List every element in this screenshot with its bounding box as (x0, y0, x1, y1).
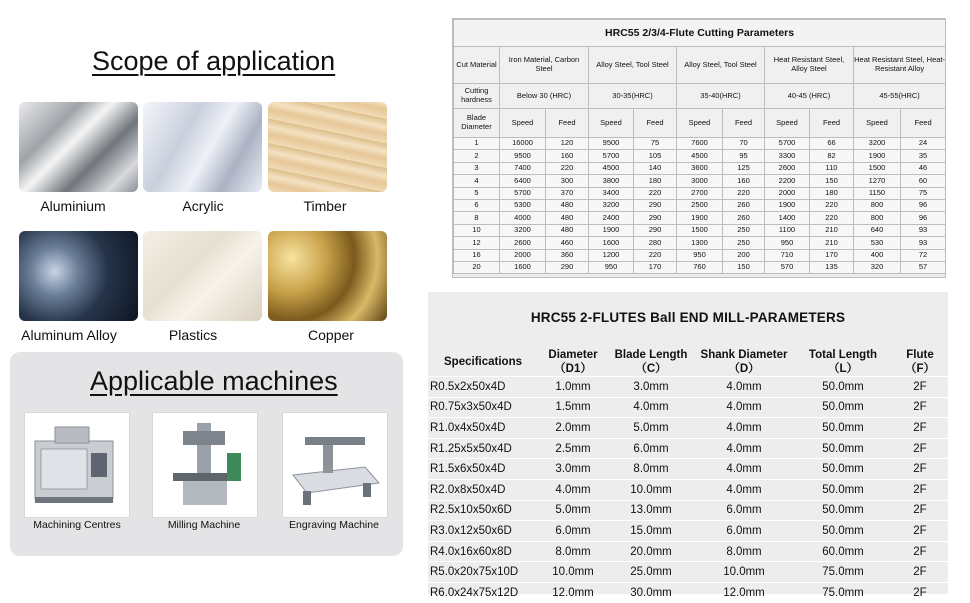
speed-cell: 6400 (500, 175, 546, 187)
specification-cell: R1.0x4x50x4D (428, 418, 538, 439)
total-length-cell: 75.0mm (794, 562, 892, 583)
feed-cell: 46 (901, 162, 946, 174)
speed-cell: 530 (854, 237, 901, 249)
speed-cell: 5300 (500, 199, 546, 211)
aluminium-caption: Aluminium (40, 198, 106, 214)
scope-title: Scope of application (92, 46, 336, 76)
speed-cell: 1900 (765, 199, 810, 211)
specification-cell: R2.0x8x50x4D (428, 479, 538, 500)
speed-cell: 2000 (765, 187, 810, 199)
speed-cell: 1150 (854, 187, 901, 199)
speed-cell: 1500 (854, 162, 901, 174)
diameter-cell: 10.0mm (538, 562, 608, 583)
speed-header: Speed (765, 109, 810, 138)
header-name: Specifications (444, 356, 522, 368)
speed-cell: 1100 (765, 224, 810, 236)
feed-cell: 280 (634, 237, 677, 249)
speed-header: Speed (500, 109, 546, 138)
speed-header: Speed (677, 109, 723, 138)
ball-table-row (428, 479, 948, 500)
feed-cell: 220 (723, 187, 765, 199)
specification-cell: R0.5x2x50x4D (428, 377, 538, 398)
ball-table-row (428, 562, 948, 583)
shank-diameter-cell: 8.0mm (694, 541, 794, 562)
blade-length-cell: 13.0mm (608, 500, 694, 521)
feed-header: Feed (546, 109, 589, 138)
feed-cell: 75 (634, 138, 677, 150)
feed-cell: 220 (634, 187, 677, 199)
speed-cell: 800 (854, 212, 901, 224)
speed-cell: 9500 (500, 150, 546, 162)
blade-length-cell: 4.0mm (608, 397, 694, 418)
feed-cell: 120 (546, 138, 589, 150)
feed-cell: 200 (723, 249, 765, 261)
feed-cell: 96 (901, 199, 946, 211)
feed-cell: 150 (810, 175, 854, 187)
milling-machine-caption: Milling Machine (167, 519, 241, 531)
machining-centre-image (24, 412, 130, 518)
feed-cell: 210 (810, 224, 854, 236)
ball-table-row (428, 459, 948, 480)
hardness-cell: 45-55(HRC) (854, 84, 946, 109)
total-length-cell: 50.0mm (794, 500, 892, 521)
speed-cell: 1270 (854, 175, 901, 187)
copper-image (268, 231, 387, 321)
speed-cell: 760 (677, 261, 723, 273)
feed-cell: 290 (634, 224, 677, 236)
feed-cell: 57 (901, 261, 946, 273)
header-sub: （F） (904, 363, 936, 375)
timber-image (268, 102, 387, 192)
speed-cell: 5700 (500, 187, 546, 199)
feed-cell: 150 (723, 261, 765, 273)
blade-length-cell: 3.0mm (608, 377, 694, 398)
total-length-cell: 75.0mm (794, 582, 892, 602)
flute-cell: 2F (892, 521, 948, 542)
feed-header: Feed (723, 109, 765, 138)
timber-caption: Timber (303, 198, 347, 214)
feed-cell: 35 (901, 150, 946, 162)
feed-cell: 300 (546, 175, 589, 187)
header-name: Blade Length (614, 349, 688, 361)
feed-cell: 290 (546, 261, 589, 273)
specification-cell: R1.5x6x50x4D (428, 459, 538, 480)
shank-diameter-cell: 6.0mm (694, 521, 794, 542)
feed-cell: 260 (723, 199, 765, 211)
feed-cell: 75 (901, 187, 946, 199)
flute-cell: 2F (892, 582, 948, 602)
feed-cell: 96 (901, 212, 946, 224)
ball-table-row (428, 521, 948, 542)
hardness-cell: 35-40(HRC) (677, 84, 765, 109)
material-cell: Alloy Steel, Tool Steel (589, 47, 677, 84)
diameter-cell: 1.0mm (538, 377, 608, 398)
header-name: Total Length (808, 349, 878, 361)
aluminum-alloy-caption: Aluminum Alloy (21, 327, 117, 343)
total-length-cell: 50.0mm (794, 438, 892, 459)
blade-length-cell: 15.0mm (608, 521, 694, 542)
shank-diameter-cell: 6.0mm (694, 500, 794, 521)
shank-diameter-cell: 10.0mm (694, 562, 794, 583)
cutting-table-row (454, 150, 946, 162)
cutting-table-row (454, 224, 946, 236)
material-cell: Alloy Steel, Tool Steel (677, 47, 765, 84)
diameter-cell: 2.0mm (538, 418, 608, 439)
header-total-length (794, 348, 892, 377)
speed-cell: 1200 (589, 249, 634, 261)
shank-diameter-cell: 4.0mm (694, 377, 794, 398)
speed-cell: 1500 (677, 224, 723, 236)
copper-caption: Copper (308, 327, 354, 343)
machines-panel (10, 352, 403, 556)
cutting-table-row (454, 261, 946, 273)
speed-cell: 570 (765, 261, 810, 273)
blade-diameter-cell: 8 (454, 212, 500, 224)
feed-cell: 180 (810, 187, 854, 199)
aluminium-image (19, 102, 138, 192)
speed-cell: 950 (765, 237, 810, 249)
diameter-cell: 4.0mm (538, 479, 608, 500)
cutting-hardness-label: Cutting hardness (454, 84, 500, 109)
shank-diameter-cell: 4.0mm (694, 418, 794, 439)
shank-diameter-cell: 4.0mm (694, 459, 794, 480)
feed-cell: 93 (901, 224, 946, 236)
speed-cell: 950 (677, 249, 723, 261)
specification-cell: R2.5x10x50x6D (428, 500, 538, 521)
speed-cell: 2000 (500, 249, 546, 261)
feed-cell: 170 (810, 249, 854, 261)
cut-material-label: Cut Material (454, 47, 500, 84)
total-length-cell: 50.0mm (794, 377, 892, 398)
header-sub: （L） (827, 363, 859, 375)
feed-cell: 135 (810, 261, 854, 273)
blade-length-cell: 25.0mm (608, 562, 694, 583)
machines-title: Applicable machines (90, 366, 338, 396)
feed-cell: 70 (723, 138, 765, 150)
plastics-caption: Plastics (168, 327, 218, 343)
speed-cell: 16000 (500, 138, 546, 150)
header-name: Diameter (548, 349, 598, 361)
speed-cell: 2400 (589, 212, 634, 224)
flute-cell: 2F (892, 541, 948, 562)
feed-cell: 260 (723, 212, 765, 224)
feed-cell: 220 (810, 199, 854, 211)
material-cell: Heat Resistant Steel, Heat-Resistant Alloy (854, 47, 946, 84)
header-name: Shank Diameter (700, 349, 788, 361)
speed-cell: 4500 (677, 150, 723, 162)
cutting-table-row (454, 187, 946, 199)
engraving-machine-caption: Engraving Machine (289, 519, 379, 531)
feed-cell: 460 (546, 237, 589, 249)
header-sub: （C） (635, 363, 667, 375)
specification-cell: R6.0x24x75x12D (428, 582, 538, 602)
acrylic-image (143, 102, 262, 192)
feed-cell: 250 (723, 224, 765, 236)
feed-cell: 82 (810, 150, 854, 162)
speed-cell: 640 (854, 224, 901, 236)
feed-header: Feed (634, 109, 677, 138)
blade-diameter-cell: 2 (454, 150, 500, 162)
feed-cell: 66 (810, 138, 854, 150)
total-length-cell: 50.0mm (794, 521, 892, 542)
feed-cell: 24 (901, 138, 946, 150)
speed-cell: 1900 (589, 224, 634, 236)
blade-diameter-cell: 3 (454, 162, 500, 174)
cutting-table-row (454, 212, 946, 224)
header-blade-length (608, 348, 694, 377)
speed-cell: 320 (854, 261, 901, 273)
speed-cell: 7400 (500, 162, 546, 174)
speed-cell: 2500 (677, 199, 723, 211)
blade-length-cell: 30.0mm (608, 582, 694, 602)
feed-cell: 72 (901, 249, 946, 261)
flute-cell: 2F (892, 459, 948, 480)
shank-diameter-cell: 12.0mm (694, 582, 794, 602)
header-specifications (428, 348, 538, 377)
feed-cell: 290 (634, 199, 677, 211)
hardness-cell: 40-45 (HRC) (765, 84, 854, 109)
cutting-table-title: HRC55 2/3/4-Flute Cutting Parameters (454, 20, 946, 47)
feed-cell: 480 (546, 212, 589, 224)
blade-diameter-cell: 16 (454, 249, 500, 261)
shank-diameter-cell: 4.0mm (694, 479, 794, 500)
total-length-cell: 60.0mm (794, 541, 892, 562)
diameter-cell: 12.0mm (538, 582, 608, 602)
machining-centre-caption: Machining Centres (33, 519, 121, 531)
feed-cell: 480 (546, 224, 589, 236)
ball-end-mill-table (428, 292, 948, 599)
speed-cell: 3400 (589, 187, 634, 199)
header-name: Flute (906, 349, 934, 361)
speed-cell: 710 (765, 249, 810, 261)
feed-cell: 160 (723, 175, 765, 187)
cutting-table-row (454, 162, 946, 174)
blade-length-cell: 5.0mm (608, 418, 694, 439)
speed-cell: 4500 (589, 162, 634, 174)
speed-cell: 5700 (589, 150, 634, 162)
material-cell: Iron Material, Carbon Steel (500, 47, 589, 84)
speed-cell: 1600 (589, 237, 634, 249)
speed-cell: 3800 (589, 175, 634, 187)
flute-cell: 2F (892, 479, 948, 500)
aluminum-alloy-image (19, 231, 138, 321)
blade-diameter-cell: 20 (454, 261, 500, 273)
total-length-cell: 50.0mm (794, 459, 892, 480)
total-length-cell: 50.0mm (794, 418, 892, 439)
total-length-cell: 50.0mm (794, 479, 892, 500)
speed-header: Speed (589, 109, 634, 138)
cutting-table-row (454, 138, 946, 150)
diameter-cell: 2.5mm (538, 438, 608, 459)
feed-cell: 60 (901, 175, 946, 187)
feed-cell: 180 (634, 175, 677, 187)
diameter-cell: 8.0mm (538, 541, 608, 562)
speed-cell: 2600 (765, 162, 810, 174)
header-flute (892, 348, 948, 377)
blade-length-cell: 10.0mm (608, 479, 694, 500)
speed-cell: 800 (854, 199, 901, 211)
speed-cell: 3200 (854, 138, 901, 150)
flute-cell: 2F (892, 397, 948, 418)
ball-table-row (428, 418, 948, 439)
feed-cell: 140 (634, 162, 677, 174)
diameter-cell: 1.5mm (538, 397, 608, 418)
ball-table-header (428, 348, 948, 377)
feed-cell: 220 (810, 212, 854, 224)
blade-length-cell: 8.0mm (608, 459, 694, 480)
feed-cell: 170 (634, 261, 677, 273)
blade-diameter-cell: 10 (454, 224, 500, 236)
flute-cell: 2F (892, 377, 948, 398)
speed-cell: 7600 (677, 138, 723, 150)
speed-cell: 2600 (500, 237, 546, 249)
feed-cell: 220 (546, 162, 589, 174)
cutting-table-row (454, 249, 946, 261)
cutting-table-row (454, 237, 946, 249)
speed-cell: 1300 (677, 237, 723, 249)
feed-cell: 105 (634, 150, 677, 162)
speed-cell: 400 (854, 249, 901, 261)
blade-length-cell: 20.0mm (608, 541, 694, 562)
feed-cell: 125 (723, 162, 765, 174)
diameter-cell: 5.0mm (538, 500, 608, 521)
specification-cell: R4.0x16x60x8D (428, 541, 538, 562)
feed-cell: 480 (546, 199, 589, 211)
feed-cell: 220 (634, 249, 677, 261)
speed-cell: 1900 (677, 212, 723, 224)
feed-cell: 95 (723, 150, 765, 162)
speed-cell: 3600 (677, 162, 723, 174)
material-cell: Heat Resistant Steel, Alloy Steel (765, 47, 854, 84)
header-sub: （D1） (554, 363, 592, 375)
feed-cell: 250 (723, 237, 765, 249)
speed-cell: 3000 (677, 175, 723, 187)
feed-cell: 290 (634, 212, 677, 224)
feed-header: Feed (810, 109, 854, 138)
specification-cell: R0.75x3x50x4D (428, 397, 538, 418)
hardness-cell: 30-35(HRC) (589, 84, 677, 109)
feed-cell: 110 (810, 162, 854, 174)
blade-diameter-cell: 12 (454, 237, 500, 249)
hardness-cell: Below 30 (HRC) (500, 84, 589, 109)
speed-cell: 1600 (500, 261, 546, 273)
milling-machine-image (152, 412, 258, 518)
ball-table-title: HRC55 2-FLUTES Ball END MILL-PARAMETERS (530, 310, 846, 325)
shank-diameter-cell: 4.0mm (694, 438, 794, 459)
header-diameter (538, 348, 608, 377)
speed-cell: 3200 (500, 224, 546, 236)
diameter-cell: 3.0mm (538, 459, 608, 480)
speed-cell: 9500 (589, 138, 634, 150)
ball-table-row (428, 541, 948, 562)
total-length-cell: 50.0mm (794, 397, 892, 418)
header-sub: （D） (728, 363, 760, 375)
feed-cell: 93 (901, 237, 946, 249)
blade-diameter-label: Blade Diameter (454, 109, 500, 138)
specification-cell: R1.25x5x50x4D (428, 438, 538, 459)
cutting-table-row (454, 199, 946, 211)
specification-cell: R3.0x12x50x6D (428, 521, 538, 542)
diameter-cell: 6.0mm (538, 521, 608, 542)
speed-cell: 2700 (677, 187, 723, 199)
flute-cell: 2F (892, 438, 948, 459)
speed-cell: 4000 (500, 212, 546, 224)
speed-cell: 2200 (765, 175, 810, 187)
blade-diameter-cell: 1 (454, 138, 500, 150)
speed-cell: 1400 (765, 212, 810, 224)
speed-cell: 1900 (854, 150, 901, 162)
shank-diameter-cell: 4.0mm (694, 397, 794, 418)
flute-cell: 2F (892, 562, 948, 583)
specification-cell: R5.0x20x75x10D (428, 562, 538, 583)
flute-cell: 2F (892, 418, 948, 439)
speed-cell: 3200 (589, 199, 634, 211)
ball-table-row (428, 438, 948, 459)
speed-cell: 950 (589, 261, 634, 273)
cutting-parameters-table (452, 18, 946, 278)
blade-length-cell: 6.0mm (608, 438, 694, 459)
feed-cell: 360 (546, 249, 589, 261)
feed-cell: 370 (546, 187, 589, 199)
cutting-table-row (454, 175, 946, 187)
ball-table-row (428, 377, 948, 398)
flute-cell: 2F (892, 500, 948, 521)
header-shank-diameter (694, 348, 794, 377)
speed-cell: 5700 (765, 138, 810, 150)
feed-header: Feed (901, 109, 946, 138)
blade-diameter-cell: 6 (454, 199, 500, 211)
blade-diameter-cell: 5 (454, 187, 500, 199)
engraving-machine-image (282, 412, 388, 518)
speed-header: Speed (854, 109, 901, 138)
blade-diameter-cell: 4 (454, 175, 500, 187)
feed-cell: 160 (546, 150, 589, 162)
acrylic-caption: Acrylic (182, 198, 224, 214)
ball-table-row (428, 397, 948, 418)
speed-cell: 3300 (765, 150, 810, 162)
ball-table-row (428, 500, 948, 521)
feed-cell: 210 (810, 237, 854, 249)
plastics-image (143, 231, 262, 321)
